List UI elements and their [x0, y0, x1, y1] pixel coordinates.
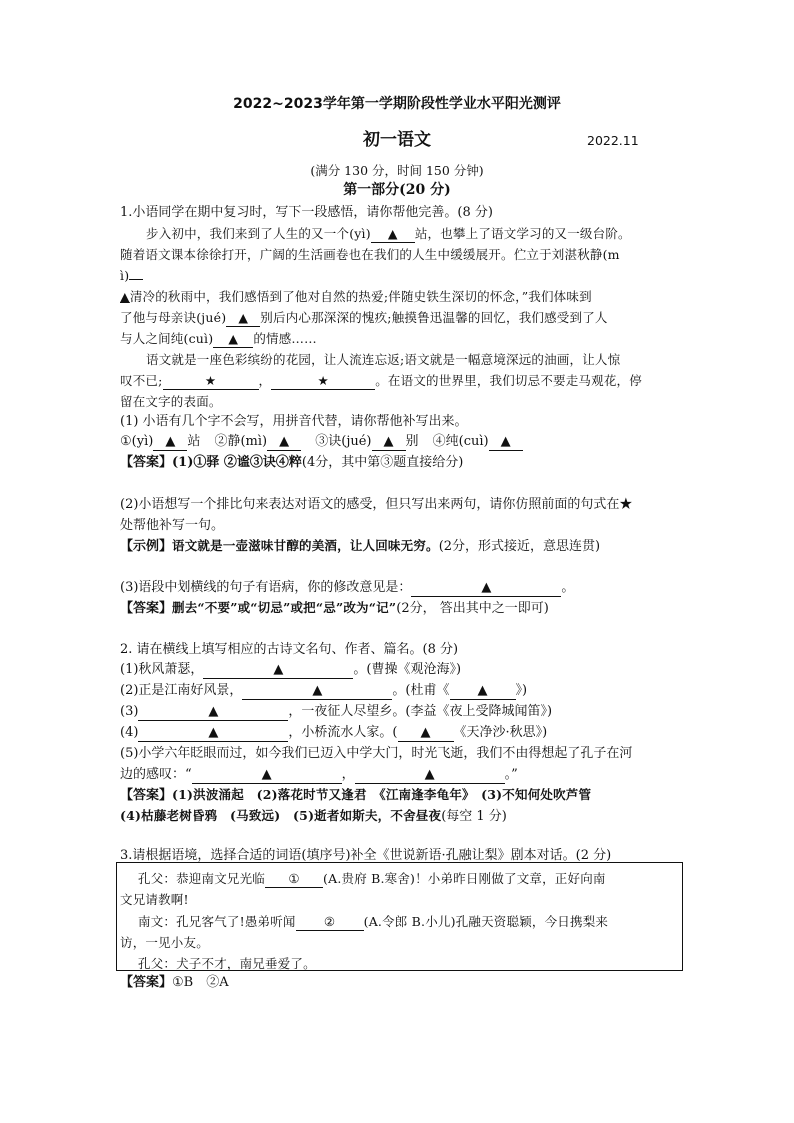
- blank-triangle[interactable]: ▲: [153, 434, 187, 451]
- blank-triangle[interactable]: ▲: [372, 434, 406, 451]
- blank-choice-2[interactable]: ②: [296, 914, 364, 931]
- blank-triangle[interactable]: ▲: [192, 767, 342, 784]
- q1-sub2-question-line2: 处帮他补写一句。: [120, 518, 225, 533]
- q3-dialogue-line5: 孔父：犬子不才，南兄垂爱了。: [138, 956, 316, 971]
- q1-para1-line3: ì): [120, 266, 680, 286]
- q2-line4: (4) ▲ ，小桥流水人家。( ▲ 《天净沙·秋思》): [120, 725, 548, 740]
- blank-triangle[interactable]: ▲: [411, 580, 561, 597]
- q1-sub2-question-line1: (2)小语想写一个排比句来表达对语文的感受，但只写出来两句，请你仿照前面的句式在★: [120, 497, 633, 512]
- q1-sub3-answer: 【答案】删去“不要”或“切忌”或把“忌”改为“记”(2分， 答出其中之一即可): [120, 600, 549, 616]
- q1-para1-line5: 了他与母亲诀(jué) ▲ 别后内心那深深的愧疚;触摸鲁迅温馨的回忆，我们感受到了人: [120, 310, 608, 325]
- blank-star[interactable]: ★: [271, 373, 375, 390]
- q3-dialogue-line3: 南文：孔兄客气了!愚弟听闻 ② (A.令郎 B.小儿)孔融天资聪颖，今日携梨来: [138, 914, 609, 929]
- q1-para2-line3: 留在文字的表面。: [120, 394, 222, 409]
- blank-triangle[interactable]: ▲: [450, 683, 516, 700]
- blank-triangle[interactable]: ▲: [203, 662, 353, 679]
- q1-stem: 1.小语同学在期中复习时，写下一段感悟，请你帮他完善。(8 分): [120, 205, 493, 220]
- q1-para2-line1: 语文就是一座色彩缤纷的花园，让人流连忘返;语文就是一幅意境深远的油画，让人惊: [146, 352, 621, 367]
- q2-line1: (1)秋风萧瑟， ▲ 。(曹操《观沧海》): [120, 662, 462, 677]
- q1-sub2-answer: 【示例】语文就是一壶滋味甘醇的美酒，让人回味无穷。(2分，形式接近，意思连贯): [120, 538, 601, 554]
- q2-line5: (5)小学六年眨眼而过，如今我们已迈入中学大门，时光飞逝，我们不由得想起了孔子在河: [120, 746, 633, 761]
- q2-answer-line2: (4)枯藤老树昏鸦 (马致远) (5)逝者如斯夫，不舍昼夜(每空 1 分): [120, 808, 507, 824]
- exam-title: 2022~2023学年第一学期阶段性学业水平阳光测评: [233, 96, 561, 112]
- q1-para1-line2: 随着语文课本徐徐打开，广阔的生活画卷也在我们的人生中缓缓展开。伫立于刘湛秋静(m: [120, 247, 620, 262]
- q2-line3: (3) ▲ ，一夜征人尽望乡。(李益《夜上受降城闻笛》): [120, 704, 553, 719]
- q1-sub1-items: ①(yì) ▲ 站 ②静(mì) ▲ ③诀(jué) ▲ 别 ④纯(cuì) ▲: [120, 432, 680, 452]
- q3-dialogue-line4: 访，一见小友。: [120, 935, 209, 950]
- q2-line2: (2)正是江南好风景， ▲ 。(杜甫《 ▲ 》): [120, 683, 528, 698]
- q1-sub1-question: (1) 小语有几个字不会写，用拼音代替，请你帮他补写出来。: [120, 414, 468, 429]
- q3-dialogue-line1: 孔父：恭迎南文兄光临 ① (A.贵府 B.寒舍)！小弟昨日刚做了文章，正好向南: [138, 871, 606, 886]
- blank-star[interactable]: ★: [163, 373, 259, 390]
- blank-short[interactable]: [129, 279, 143, 280]
- underlined-sentence-marker: ▲: [120, 289, 130, 304]
- q1-sub1-answer: 【答案】(1)①驿 ②谧③诀④粹(4分，其中第③题直接给分): [120, 455, 464, 470]
- q1-para1-line4: ▲清冷的秋雨中，我们感悟到了他对自然的热爱;伴随史铁生深切的怀念，”我们体味到: [120, 289, 592, 304]
- blank-triangle[interactable]: ▲: [355, 767, 505, 784]
- part-heading: 第一部分(20 分): [343, 182, 451, 198]
- blank-choice-1[interactable]: ①: [265, 871, 323, 888]
- q1-para2-line2: 叹不已; ★ ， ★ 。在语文的世界里，我们切忌不要走马观花，停: [120, 373, 642, 388]
- subject-title: 初一语文: [363, 130, 431, 150]
- q1-sub3-question: (3)语段中划横线的句子有语病，你的修改意见是： ▲ 。: [120, 580, 575, 595]
- q2-stem: 2. 请在横线上填写相应的古诗文名句、作者、篇名。(8 分): [120, 642, 459, 657]
- blank-triangle[interactable]: ▲: [226, 310, 260, 327]
- q2-answer-line1: 【答案】(1)洪波涌起 (2)落花时节又逢君 《江南逢李龟年》 (3)不知何处吹芦管: [120, 787, 592, 803]
- blank-triangle[interactable]: ▲: [371, 226, 415, 243]
- q3-dialogue-line2: 文兄请教啊!: [120, 892, 189, 907]
- blank-triangle[interactable]: ▲: [138, 704, 288, 721]
- blank-triangle[interactable]: ▲: [398, 725, 454, 742]
- exam-info: (满分 130 分，时间 150 分钟): [310, 163, 484, 178]
- blank-triangle[interactable]: ▲: [138, 725, 288, 742]
- blank-triangle[interactable]: ▲: [213, 331, 253, 348]
- q3-stem: 3.请根据语境，选择合适的词语(填序号)补全《世说新语·孔融让梨》剧本对话。(2 分): [120, 848, 612, 863]
- q3-answer: 【答案】①B ②A: [120, 975, 229, 990]
- q1-para1-line6: 与人之间纯(cuì) ▲ 的情感……: [120, 331, 317, 346]
- blank-triangle[interactable]: ▲: [242, 683, 392, 700]
- q1-para1-line1: 步入初中，我们来到了人生的又一个(yì) ▲ 站，也攀上了语文学习的又一级台阶。: [146, 226, 631, 241]
- blank-triangle[interactable]: ▲: [489, 434, 523, 451]
- q2-line6: 边的感叹：“ ▲ ， ▲ 。”: [120, 767, 518, 782]
- exam-date: 2022.11: [587, 133, 639, 148]
- blank-triangle[interactable]: ▲: [267, 434, 301, 451]
